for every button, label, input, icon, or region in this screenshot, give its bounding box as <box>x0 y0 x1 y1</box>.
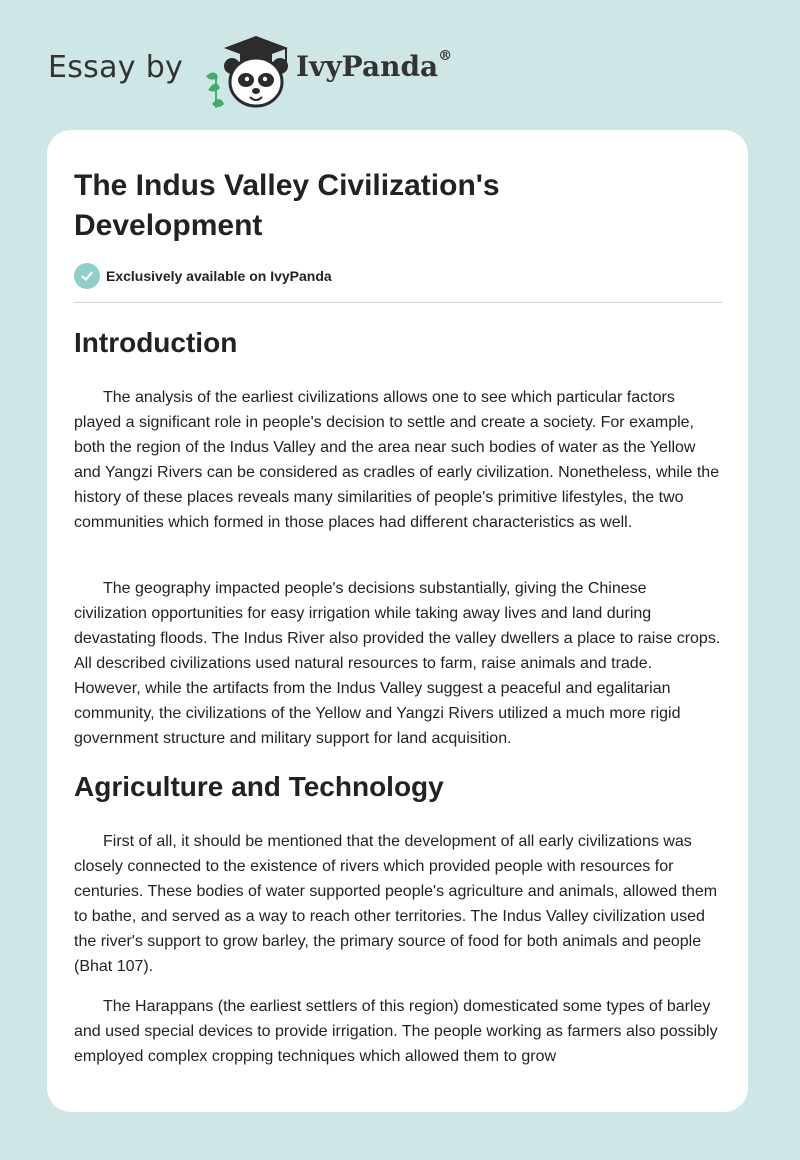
brand-name-text: IvyPanda <box>296 50 439 83</box>
article-title: The Indus Valley Civilization's Development <box>74 169 500 242</box>
article-card <box>47 130 748 1112</box>
title-divider <box>74 302 723 303</box>
exclusive-badge <box>74 263 332 289</box>
paragraph: The geography impacted people's decisions substantially, giving the Chinese civilization opportunities for easy irrigation while taking away lives and land during devastating floods. The Indus River also provided the valley dwellers a place to raise crops. All described civilizations used natural resources to farm, raise animals and trade. However, while the artifacts from the Indus Valley suggest a peaceful and egalitarian community, the civilizations of the Yellow and Yangzi Rivers utilized a much more rigid government structure and military support for land acquisition. <box>74 580 721 747</box>
panda-graduate-logo-icon[interactable] <box>202 34 292 110</box>
site-header <box>48 30 568 110</box>
paragraph: The analysis of the earliest civilizations allows one to see which particular factors played a significant role in people's decision to settle and create a society. For example, both the region of the Indus Valley and the area near such bodies of water as the Yellow and Yangzi Rivers can be considered as cradles of early civilization. Nonetheless, while the history of these places reveals many similarities of people's primitive lifestyles, the two communities which formed in those places had different characteristics as well. <box>74 389 720 531</box>
brand-name[interactable] <box>296 50 452 83</box>
section-heading-agriculture-technology: Agriculture and Technology <box>74 771 444 802</box>
essay-by-label: Essay by <box>48 50 184 85</box>
check-icon <box>74 263 100 289</box>
paragraph: First of all, it should be mentioned that the development of all early civilizations was closely connected to the existence of rivers which provided people with resources for centuries. These bodies of water supported people's agriculture and animals, allowed them to bathe, and served as a way to reach other territories. The Indus Valley civilization used the river's support to grow barley, the primary source of food for both animals and people (Bhat 107). <box>74 833 718 975</box>
registered-mark: ® <box>438 48 453 64</box>
exclusive-label: Exclusively available on IvyPanda <box>106 268 332 284</box>
ivy-leaf-icon <box>206 72 224 108</box>
paragraph: The Harappans (the earliest settlers of this region) domesticated some types of barley and used special devices to provide irrigation. The people working as farmers also possibly employed complex cropping techniques which allowed them to grow <box>74 998 718 1065</box>
section-heading-introduction: Introduction <box>74 327 238 358</box>
